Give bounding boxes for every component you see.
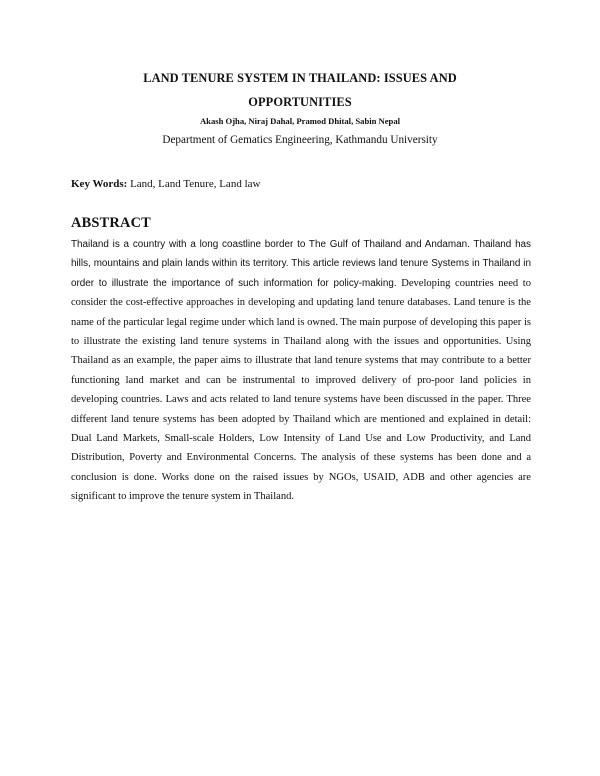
abstract-text: Developing countries need to consider the cost-effective approaches in developing and updating land tenure databases. Land tenure is the name of the particular legal regime under which land is owned. The main purpose of developing this paper is to illustrate the existing land tenure systems in Thailand along with the issues and opportunities. Using Thailand as an example, the paper aims to illustrate that land tenure systems that may contribute to a better functioning land market and can be instrumental to improved delivery of pro-poor land policies in developing countries. Laws and acts related to land tenure systems have been discussed in the paper. Three different land tenure systems has been adopted by Thailand which are mentioned and explained in detail: Dual Land Markets, Small-scale Holders, Low Intensity of Land Use and Low Productivity, and Land Distribution, Poverty and Environmental Concerns. The analysis of these systems has been done and a conclusion is done. Works done on the raised issues by NGOs, USAID, ADB and other agencies are significant to improve the tenure system in Thailand. — [71, 277, 531, 503]
keywords-label: Key Words: — [71, 178, 128, 190]
abstract-heading: ABSTRACT — [71, 215, 151, 231]
keywords — [71, 177, 531, 191]
paper-title — [60, 66, 540, 114]
title-line-2: OPPORTUNITIES — [248, 95, 352, 109]
affiliation: Department of Gematics Engineering, Kathmandu University — [162, 134, 438, 146]
author-list: Akash Ojha, Niraj Dahal, Pramod Dhital, Sabin Nepal — [199, 116, 401, 126]
abstract-body — [71, 235, 531, 507]
abstract-lead: Thailand is a country with a long coastline border to The Gulf of Thailand and Andaman. Thailand has hills, mountains and plain lands within its territory. This article reviews land tenure Systems in Thailand in order to illustrate the importance of such information for policy-making. — [71, 239, 531, 289]
keywords-value: Land, Land Tenure, Land law — [127, 178, 261, 190]
title-line-1: LAND TENURE SYSTEM IN THAILAND: ISSUES AND — [143, 71, 457, 85]
